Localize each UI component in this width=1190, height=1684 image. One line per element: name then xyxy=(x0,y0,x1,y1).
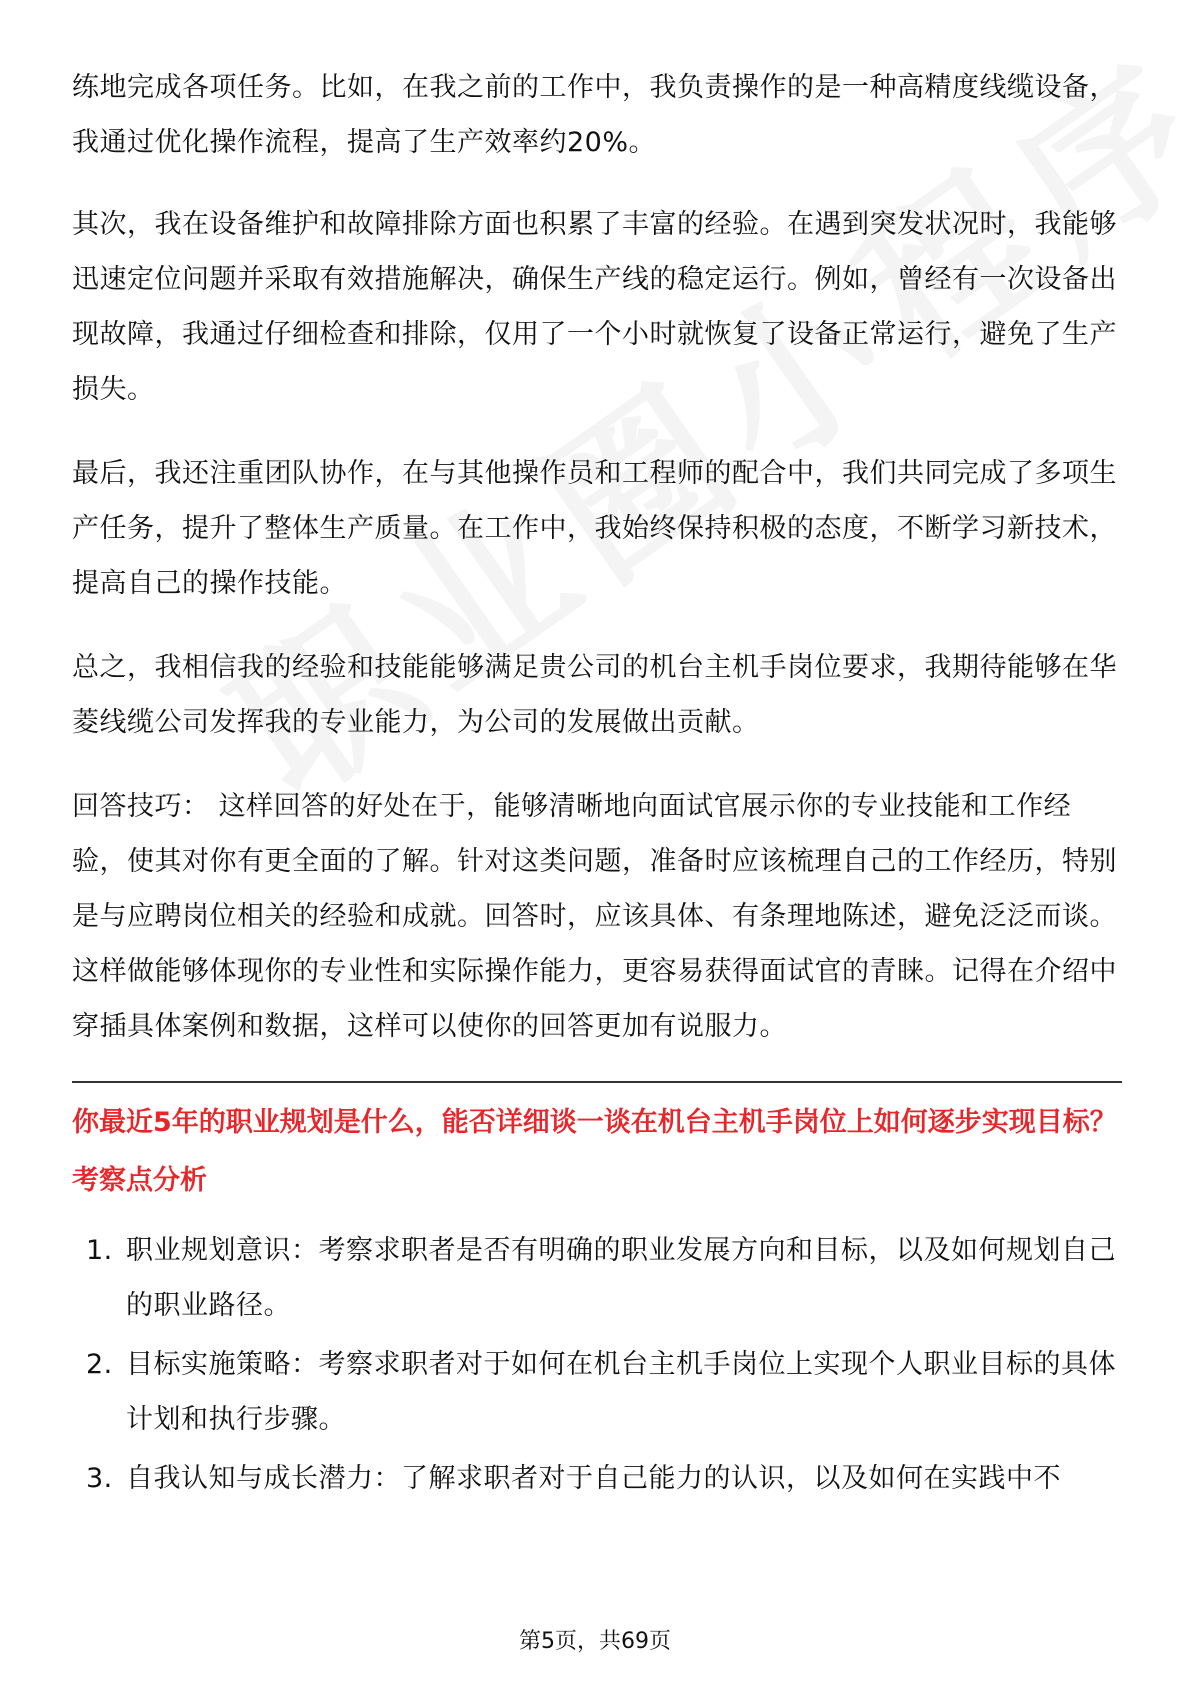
paragraph-1: 练地完成各项任务。比如，在我之前的工作中，我负责操作的是一种高精度线缆设备，我通过优化操作流程，提高了生产效率约20%。 xyxy=(72,72,1117,158)
page-content xyxy=(72,60,1122,1510)
list-item xyxy=(72,1337,1122,1447)
answer-tips-paragraph: 回答技巧： 这样回答的好处在于，能够清晰地向面试官展示你的专业技能和工作经验，使其对你有更全面的了解。针对这类问题，准备时应该梳理自己的工作经历，特别是与应聘岗位相关的经验和成就。回答时，应该具体、有条理地陈述，避免泛泛而谈。这样做能够体现你的专业性和实际操作能力，更容易获得面试官的青睐。记得在介绍中穿插具体案例和数据，这样可以使你的回答更加有说服力。 xyxy=(72,791,1117,1042)
question-heading: 你最近5年的职业规划是什么，能否详细谈一谈在机台主机手岗位上如何逐步实现目标？ xyxy=(72,1107,1117,1138)
paragraph-2: 其次，我在设备维护和故障排除方面也积累了丰富的经验。在遇到突发状况时，我能够迅速定位问题并采取有效措施解决，确保生产线的稳定运行。例如，曾经有一次设备出现故障，我通过仔细检查和排除，仅用了一个小时就恢复了设备正常运行，避免了生产损失。 xyxy=(72,209,1117,405)
list-item xyxy=(72,1223,1122,1333)
paragraph-3: 最后，我还注重团队协作，在与其他操作员和工程师的配合中，我们共同完成了多项生产任务，提升了整体生产质量。在工作中，我始终保持积极的态度，不断学习新技术，提高自己的操作技能。 xyxy=(72,458,1117,599)
paragraph-4: 总之，我相信我的经验和技能能够满足贵公司的机台主机手岗位要求，我期待能够在华菱线缆公司发挥我的专业能力，为公司的发展做出贡献。 xyxy=(72,652,1117,738)
page-number-footer: 第5页，共69页 xyxy=(519,1629,671,1654)
list-item xyxy=(72,1451,1122,1506)
list-item-number: 2. xyxy=(86,1349,113,1380)
list-item-number: 1. xyxy=(86,1235,113,1266)
list-item-text: 目标实施策略：考察求职者对于如何在机台主机手岗位上实现个人职业目标的具体计划和执行步骤。 xyxy=(126,1349,1116,1435)
section-title: 考察点分析 xyxy=(72,1165,207,1196)
analysis-points-list xyxy=(72,1223,1122,1506)
list-item-text: 自我认知与成长潜力：了解求职者对于自己能力的认识，以及如何在实践中不 xyxy=(126,1463,1061,1494)
list-item-text: 职业规划意识：考察求职者是否有明确的职业发展方向和目标，以及如何规划自己的职业路径。 xyxy=(126,1235,1116,1321)
list-item-number: 3. xyxy=(86,1463,113,1494)
section-divider xyxy=(72,1081,1122,1083)
